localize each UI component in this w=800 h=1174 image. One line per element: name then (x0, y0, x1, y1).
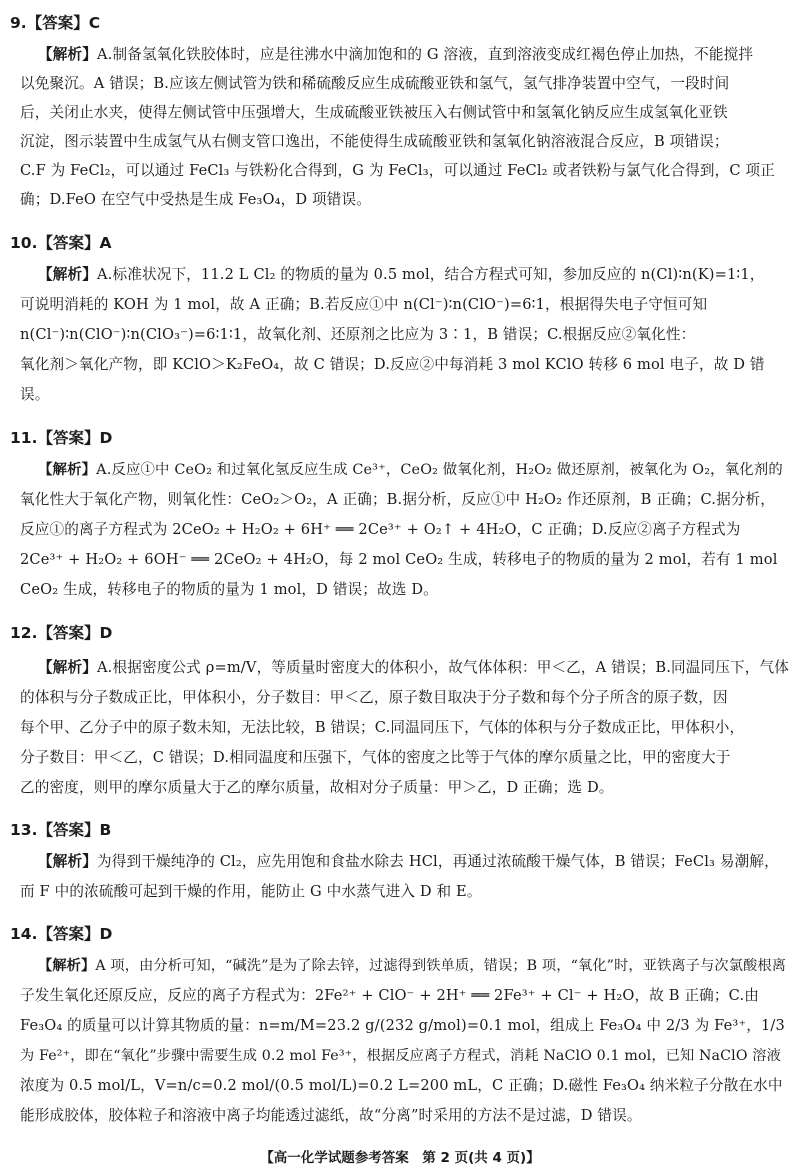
analysis-text: n(Cl⁻)∶n(ClO⁻)∶n(ClO₃⁻)=6∶1∶1，故氧化剂、还原剂之比应为 3∶1，B 错误；C.根据反应②氧化性： (20, 326, 696, 343)
analysis-line (20, 985, 790, 1007)
question-answer-heading (10, 819, 111, 841)
analysis-first-line (38, 459, 790, 481)
question-answer-heading (10, 923, 112, 945)
analysis-line (20, 1015, 790, 1037)
analysis-tag: 【解析】 (38, 853, 97, 870)
question-answer-heading (10, 427, 112, 449)
analysis-tag: 【解析】 (38, 659, 97, 676)
analysis-text: 乙的密度，则甲的摩尔质量大于乙的摩尔质量，故相对分子质量：甲＞乙，D 正确；选 D。 (20, 779, 614, 796)
analysis-line (20, 1045, 790, 1067)
analysis-text: A.制备氢氧化铁胶体时，应是往沸水中滴加饱和的 G 溶液，直到溶液变成红褐色停止加热，不能搅拌 (96, 46, 754, 63)
analysis-text: A.反应①中 CeO₂ 和过氧化氢反应生成 Ce³⁺，CeO₂ 做氧化剂，H₂O₂ 做还原剂，被氧化为 O₂，氧化剂的 (96, 462, 783, 478)
analysis-line (20, 687, 790, 709)
answer-letter: B (99, 821, 112, 839)
answer-tag: 【答案】 (37, 624, 100, 642)
analysis-first-line (38, 657, 790, 679)
analysis-line (20, 519, 790, 541)
analysis-text: A.根据密度公式 ρ=m/V，等质量时密度大的体积小，故气体体积：甲＜乙，A 错误；B.同温同压下，气体 (96, 659, 789, 676)
analysis-text: 反应①的离子方程式为 2CeO₂ + H₂O₂ + 6H⁺ ══ 2Ce³⁺ + O₂↑ + 4H₂O，C 正确；D.反应②离子方程式为 (20, 521, 741, 538)
analysis-text: 误。 (20, 386, 50, 403)
analysis-line (20, 881, 790, 903)
analysis-line (20, 131, 790, 153)
analysis-line (20, 1105, 790, 1127)
analysis-text: CeO₂ 生成，转移电子的物质的量为 1 mol，D 错误；故选 D。 (20, 581, 438, 598)
analysis-text: 为得到干燥纯净的 Cl₂，应先用饱和食盐水除去 HCl，再通过浓硫酸干燥气体，B 错误；FeCl₃ 易潮解， (96, 853, 779, 870)
answer-letter: D (99, 624, 113, 642)
analysis-text: Fe₃O₄ 的质量可以计算其物质的量：n=m/M=23.2 g/(232 g/mol)=0.1 mol，组成上 Fe₃O₄ 中 2/3 为 Fe³⁺，1/3 (20, 1017, 785, 1034)
analysis-text: 以免聚沉。A 错误；B.应该左侧试管为铁和稀硫酸反应生成硫酸亚铁和氢气，氢气排净装置中空气，一段时间 (20, 75, 730, 92)
question-number: 12. (10, 624, 38, 642)
page-footer: 【高一化学试题参考答案 第 2 页(共 4 页)】 (260, 1150, 540, 1166)
analysis-text: C.F 为 FeCl₂，可以通过 FeCl₃ 与铁粉化合得到，G 为 FeCl₃，可以通过 FeCl₂ 或者铁粉与氯气化合得到，C 项正 (20, 162, 775, 179)
analysis-text: 沉淀，图示装置中生成氢气从右侧支管口逸出，不能使得生成硫酸亚铁和氢氧化钠溶液混合反应，B 项错误； (20, 133, 729, 150)
answer-letter: D (99, 429, 113, 447)
analysis-text: 氧化性大于氧化产物，则氧化性：CeO₂＞O₂，A 正确；B.据分析，反应①中 H₂O₂ 作还原剂，B 正确；C.据分析， (20, 491, 776, 508)
question-answer-heading (10, 622, 112, 644)
analysis-text: 而 F 中的浓硫酸可起到干燥的作用，能防止 G 中水蒸气进入 D 和 E。 (20, 883, 482, 900)
analysis-text: 浓度为 0.5 mol/L，V=n/c=0.2 mol/(0.5 mol/L)=0.2 L=200 mL，C 正确；D.磁性 Fe₃O₄ 纳米粒子分散在水中 (20, 1077, 783, 1094)
analysis-line (20, 579, 790, 601)
analysis-first-line (38, 851, 790, 873)
question-number: 14. (10, 925, 38, 943)
question-number: 10. (10, 234, 38, 252)
question-number: 11. (10, 429, 38, 447)
analysis-line (20, 294, 790, 316)
answer-letter: D (99, 925, 113, 943)
analysis-first-line (38, 44, 790, 66)
analysis-tag: 【解析】 (38, 462, 97, 478)
analysis-line (20, 324, 790, 346)
analysis-first-line (38, 264, 790, 286)
analysis-text: 2Ce³⁺ + H₂O₂ + 6OH⁻ ══ 2CeO₂ + 4H₂O，每 2 mol CeO₂ 生成，转移电子的物质的量为 2 mol，若有 1 mol (20, 551, 778, 568)
question-number: 9. (10, 14, 27, 32)
analysis-tag: 【解析】 (38, 266, 97, 283)
analysis-text: 可说明消耗的 KOH 为 1 mol，故 A 正确；B.若反应①中 n(Cl⁻)∶n(ClO⁻)=6∶1，根据得失电子守恒可知 (20, 296, 708, 313)
analysis-tag: 【解析】 (38, 958, 96, 974)
answer-letter: A (99, 234, 112, 252)
analysis-text: A 项，由分析可知，“碱洗”是为了除去锌，过滤得到铁单质，错误；B 项，“氧化”时，亚铁离子与次氯酸根离 (95, 958, 787, 974)
analysis-text: 分子数目：甲＜乙，C 错误；D.相同温度和压强下，气体的密度之比等于气体的摩尔质量之比，甲的密度大于 (20, 749, 731, 766)
analysis-tag: 【解析】 (38, 46, 97, 63)
analysis-line (20, 1075, 790, 1097)
analysis-line (20, 549, 790, 571)
answer-tag: 【答案】 (37, 821, 100, 839)
question-answer-heading (10, 232, 111, 254)
analysis-line (20, 73, 790, 95)
analysis-line (20, 717, 790, 739)
analysis-text: 能形成胶体，胶体粒子和溶液中离子均能透过滤纸，故“分离”时采用的方法不是过滤，D 错误。 (20, 1107, 642, 1124)
analysis-first-line (38, 955, 790, 977)
analysis-text: 确；D.FeO 在空气中受热是生成 Fe₃O₄，D 项错误。 (20, 191, 371, 208)
analysis-line (20, 747, 790, 769)
answer-tag: 【答案】 (37, 429, 100, 447)
answer-letter: C (88, 14, 101, 32)
analysis-line (20, 189, 790, 211)
answer-tag: 【答案】 (37, 234, 100, 252)
answer-tag: 【答案】 (26, 14, 89, 32)
analysis-line (20, 489, 790, 511)
analysis-text: 的体积与分子数成正比，甲体积小，分子数目：甲＜乙，原子数目取决于分子数和每个分子所含的原子数，因 (20, 689, 728, 706)
analysis-line (20, 777, 790, 799)
analysis-text: 子发生氧化还原反应，反应的离子方程式为：2Fe²⁺ + ClO⁻ + 2H⁺ ══ 2Fe³⁺ + Cl⁻ + H₂O，故 B 正确；C.由 (20, 987, 759, 1004)
analysis-line (20, 384, 790, 406)
analysis-text: 后，关闭止水夹，使得左侧试管中压强增大，生成硫酸亚铁被压入右侧试管中和氢氧化钠反应生成氢氧化亚铁 (20, 104, 728, 121)
analysis-line (20, 102, 790, 124)
analysis-text: 氧化剂＞氧化产物，即 KClO＞K₂FeO₄，故 C 错误；D.反应②中每消耗 3 mol KClO 转移 6 mol 电子，故 D 错 (20, 356, 765, 373)
question-answer-heading (10, 12, 100, 34)
answer-tag: 【答案】 (37, 925, 100, 943)
analysis-line (20, 160, 790, 182)
analysis-text: A.标准状况下，11.2 L Cl₂ 的物质的量为 0.5 mol，结合方程式可知，参加反应的 n(Cl)∶n(K)=1∶1， (96, 266, 765, 283)
analysis-text: 每个甲、乙分子中的原子数未知，无法比较，B 错误；C.同温同压下，气体的体积与分子数成正比，甲体积小， (20, 719, 745, 736)
question-number: 13. (10, 821, 38, 839)
analysis-text: 为 Fe²⁺，即在“氧化”步骤中需要生成 0.2 mol Fe³⁺，根据反应离子方程式，消耗 NaClO 0.1 mol，已知 NaClO 溶液 (20, 1048, 781, 1064)
analysis-line (20, 354, 790, 376)
